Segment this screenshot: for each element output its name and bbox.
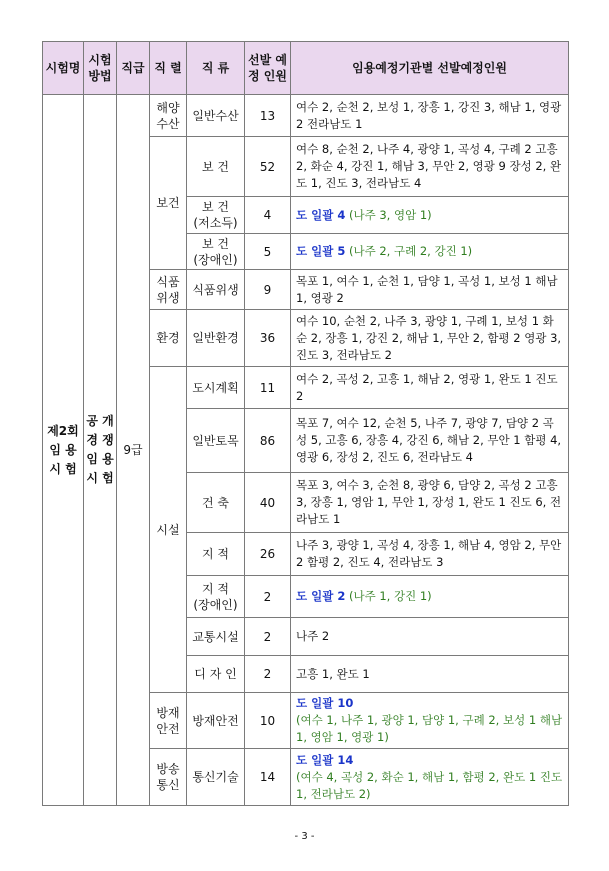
bulk-allocation-label: 도 일괄 4 (296, 207, 346, 222)
allocation-cell (291, 197, 569, 234)
job-series-cell: 보건 (150, 137, 187, 270)
job-type-cell: 방재안전 (187, 693, 245, 749)
allocation-cell (291, 749, 569, 806)
bulk-allocation-label: 도 일괄 2 (296, 589, 346, 603)
job-type-cell (187, 234, 245, 270)
bulk-allocation-label: 도 일괄 5 (296, 244, 346, 258)
job-type-cell: 일반수산 (187, 95, 245, 137)
job-series-cell: 시설 (150, 367, 187, 693)
header-planned-count: 선발 예정 인원 (245, 42, 291, 95)
allocation-breakdown: (나주 2, 구례 2, 강진 1) (349, 244, 473, 258)
recruitment-table (42, 41, 569, 806)
allocation-breakdown: (나주 3, 영암 1) (349, 207, 432, 222)
allocation-cell: 목포 3, 여수 3, 순천 8, 광양 6, 담양 2, 곡성 2 고흥 3, 장흥 1, 영암 1, 무안 1, 장성 1, 완도 1 진도 6, 전라남도 1 (291, 473, 569, 533)
planned-count-cell: 10 (245, 693, 291, 749)
job-type-cell: 일반토목 (187, 409, 245, 473)
header-exam-method: 시험 방법 (84, 42, 117, 95)
allocation-breakdown: (나주 1, 강진 1) (349, 589, 432, 603)
header-exam-name: 시험명 (43, 42, 84, 95)
table-row (43, 95, 569, 137)
job-type-label: 지 적 (202, 581, 229, 596)
job-type-cell (187, 197, 245, 234)
planned-count-cell: 36 (245, 310, 291, 367)
allocation-cell: 여수 8, 순천 2, 나주 4, 광양 1, 곡성 4, 구례 2 고흥 2, 화순 4, 강진 1, 해남 3, 무안 2, 영광 9 장성 2, 완도 1, 진도 3, 전라남도 4 (291, 137, 569, 197)
job-type-cell: 지 적 (187, 533, 245, 576)
exam-method-cell: 공 개 경 쟁 임 용 시 험 (84, 95, 117, 806)
bulk-allocation-label: 도 일괄 14 (296, 752, 354, 767)
allocation-cell: 나주 2 (291, 618, 569, 656)
planned-count-cell: 13 (245, 95, 291, 137)
planned-count-cell: 86 (245, 409, 291, 473)
header-row (43, 42, 569, 95)
job-type-cell: 건 축 (187, 473, 245, 533)
planned-count-cell: 4 (245, 197, 291, 234)
job-type-cell: 교통시설 (187, 618, 245, 656)
allocation-cell: 나주 3, 광양 1, 곡성 4, 장흥 1, 해남 4, 영암 2, 무안 2 함평 2, 진도 4, 전라남도 3 (291, 533, 569, 576)
planned-count-cell: 2 (245, 618, 291, 656)
header-allocation: 임용예정기관별 선발예정인원 (291, 42, 569, 95)
job-type-qualifier: (장애인) (193, 252, 238, 267)
planned-count-cell: 2 (245, 576, 291, 618)
job-type-cell (187, 576, 245, 618)
planned-count-cell: 52 (245, 137, 291, 197)
allocation-breakdown: (여수 4, 곡성 2, 화순 1, 해남 1, 함평 2, 완도 1 진도 1, 전라남도 2) (296, 769, 563, 801)
job-series-cell: 식품 위생 (150, 270, 187, 310)
header-grade: 직급 (117, 42, 150, 95)
job-type-qualifier: (장애인) (193, 597, 238, 612)
allocation-cell (291, 234, 569, 270)
job-type-cell: 일반환경 (187, 310, 245, 367)
planned-count-cell: 9 (245, 270, 291, 310)
job-type-cell: 식품위생 (187, 270, 245, 310)
job-type-cell: 도시계획 (187, 367, 245, 409)
allocation-cell: 여수 2, 곡성 2, 고흥 1, 해남 2, 영광 1, 완도 1 진도 2 (291, 367, 569, 409)
job-series-cell: 방재 안전 (150, 693, 187, 749)
header-job-series: 직 렬 (150, 42, 187, 95)
allocation-cell (291, 693, 569, 749)
planned-count-cell: 26 (245, 533, 291, 576)
page-number: - 3 - (294, 831, 315, 842)
job-type-cell: 보 건 (187, 137, 245, 197)
planned-count-cell: 5 (245, 234, 291, 270)
exam-name-cell: 제2회 임 용 시 험 (43, 95, 84, 806)
job-type-label: 보 건 (202, 236, 229, 251)
job-series-cell: 환경 (150, 310, 187, 367)
planned-count-cell: 14 (245, 749, 291, 806)
planned-count-cell: 2 (245, 656, 291, 693)
allocation-breakdown: (여수 1, 나주 1, 광양 1, 담양 1, 구례 2, 보성 1 해남 1, 영암 1, 영광 1) (296, 713, 563, 744)
job-series-cell: 방송 통신 (150, 749, 187, 806)
job-type-label: 보 건 (202, 200, 229, 214)
allocation-cell: 여수 10, 순천 2, 나주 3, 광양 1, 구례 1, 보성 1 화순 2, 장흥 1, 강진 2, 해남 1, 무안 2, 함평 2 영광 3, 진도 3, 전라남도 2 (291, 310, 569, 367)
allocation-cell (291, 576, 569, 618)
header-job-type: 직 류 (187, 42, 245, 95)
allocation-cell: 목포 7, 여수 12, 순천 5, 나주 7, 광양 7, 담양 2 곡성 5, 고흥 6, 장흥 4, 강진 6, 해남 2, 무안 1 함평 4, 영광 6, 장성 2, 진도 6, 전라남도 4 (291, 409, 569, 473)
job-series-cell: 해양 수산 (150, 95, 187, 137)
job-type-qualifier: (저소득) (193, 216, 238, 230)
job-type-cell: 디 자 인 (187, 656, 245, 693)
planned-count-cell: 40 (245, 473, 291, 533)
allocation-cell: 고흥 1, 완도 1 (291, 656, 569, 693)
planned-count-cell: 11 (245, 367, 291, 409)
bulk-allocation-label: 도 일괄 10 (296, 696, 354, 710)
allocation-cell: 목포 1, 여수 1, 순천 1, 담양 1, 곡성 1, 보성 1 해남 1, 영광 2 (291, 270, 569, 310)
allocation-cell: 여수 2, 순천 2, 보성 1, 장흥 1, 강진 3, 해남 1, 영광 2 전라남도 1 (291, 95, 569, 137)
job-type-cell: 통신기술 (187, 749, 245, 806)
grade-cell: 9급 (117, 95, 150, 806)
